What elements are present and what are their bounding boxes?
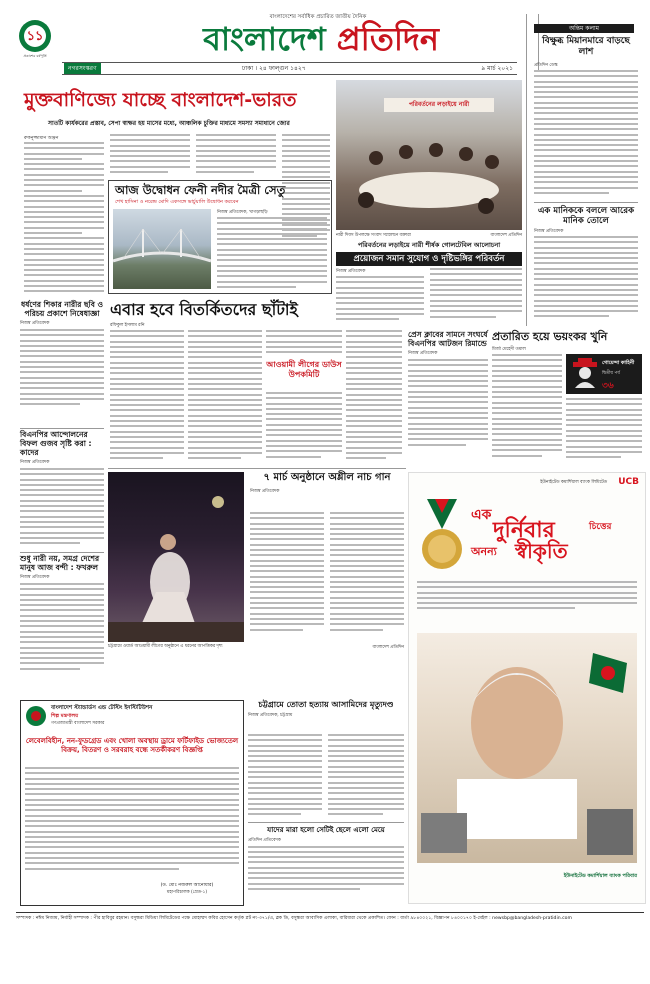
ucb-advertisement xyxy=(408,472,646,904)
date-english: ৯ মার্চ ২০২১ xyxy=(481,65,513,72)
bridge-subhead: শেখ হাসিনা ও নরেন্দ্র মোদি একসঙ্গে ভার্চুয়ালি উদ্বোধন করবেন xyxy=(115,199,239,205)
women-photo-credit: বাংলাদেশ প্রতিদিন xyxy=(490,233,522,238)
sidebar-section-label: অন্তিম কলাম xyxy=(534,24,634,33)
dance-body-col1 xyxy=(250,512,324,638)
divider xyxy=(108,468,406,469)
ucb-portrait-collage xyxy=(417,633,637,863)
bridge-story-box xyxy=(108,180,332,294)
fakhrul-headline: শুধু নারী নয়, সমগ্র দেশের মানুষ আজ বন্দী : ফখরুল xyxy=(20,554,100,572)
govt-emblem-icon xyxy=(25,705,47,727)
govt-signer: (ড. মোঃ নজরুল আনোয়ার) xyxy=(160,883,214,888)
chatai-body-col3b xyxy=(266,392,342,462)
title-part-2: প্রতিদিন xyxy=(336,20,439,58)
bridge-body xyxy=(217,217,327,289)
fakhrul-story xyxy=(20,554,104,696)
chatai-headline: এবার হবে বিতর্কিতদের ছাঁটাই xyxy=(110,300,298,319)
fakhrul-byline: নিজস্ব প্রতিবেদক xyxy=(20,575,50,580)
rape-headline: ধর্ষণের শিকার নারীর ছবি ও পরিচয় প্রকাশে নিষেধাজ্ঞা xyxy=(20,300,104,318)
govt-org3: গণপ্রজাতন্ত্রী বাংলাদেশ সরকার xyxy=(51,721,105,726)
medal-icon xyxy=(417,499,467,575)
chatai-body-col1 xyxy=(110,330,184,465)
government-notice-ad xyxy=(20,700,244,906)
lead-headline: মুক্তবাণিজ্যে যাচ্ছে বাংলাদেশ-ভারত xyxy=(24,89,297,111)
newspaper-title xyxy=(111,20,531,58)
rape-body xyxy=(20,329,104,409)
quader-body xyxy=(20,468,104,550)
detective-badge xyxy=(566,354,642,394)
detective-silhouette-icon xyxy=(570,358,600,388)
women-roundtable-photo xyxy=(336,80,522,230)
chatai-body-col3 xyxy=(266,330,342,358)
chatai-body-col4 xyxy=(346,330,402,465)
roundtable-title: পরিবর্তনের লড়াইয়ে নারী শীর্ষক গোলটেবিল আলোচনা xyxy=(357,241,501,249)
rape-story xyxy=(20,300,104,426)
fakhrul-body xyxy=(20,583,104,679)
govt-notice-headline: লেবেলবিহীন, নন-ফুডগ্রেড এবং খোলা অবস্থায় ড্রামে ফর্টিফাইড ভোজ্যতেল বিক্রয়, বিতরণ ও সরবরাহ বন্ধে সতর্কীকরণ বিজ্ঞপ্তি xyxy=(25,737,239,754)
footer-rule xyxy=(16,912,644,913)
women-byline: নিজস্ব প্রতিবেদক xyxy=(336,269,366,274)
murder-headline: প্রতারিত হয়ে ভয়ংকর খুনি xyxy=(492,330,608,343)
lead-body-col2 xyxy=(110,134,190,176)
dance-headline: ৭ মার্চ অনুষ্ঠানে অশ্লীল নাচ গান xyxy=(263,472,391,483)
murder-byline: মির্জা মেহেদী তমাল xyxy=(492,347,526,352)
dance-story xyxy=(250,472,404,640)
chattogram-body-col2 xyxy=(328,734,404,818)
govt-org2: শিল্প মন্ত্রণালয় xyxy=(51,713,79,719)
ucb-slogan-part4: অনন্য xyxy=(471,545,497,558)
chatai-body-col2 xyxy=(188,330,262,465)
ucb-slogan-part1: এক xyxy=(471,507,492,523)
press-story xyxy=(408,330,488,468)
date-bangla: ঢাকা । ২৪ ফাল্গুন ১৪২৭ xyxy=(242,65,306,72)
detective-badge-part: দ্বিতীয় পর্ব xyxy=(602,371,620,376)
sidebar-story1-body xyxy=(534,70,638,200)
edition-label: নগরসংস্করণ xyxy=(64,63,101,74)
sidebar-story2-byline: নিজস্ব প্রতিবেদক xyxy=(534,229,564,234)
chattogram-sub-byline: প্রতিদিন প্রতিবেদক xyxy=(248,837,281,843)
detective-badge-number: ৩৬ xyxy=(602,381,614,391)
ucb-slogan-part3: চিত্তের xyxy=(589,522,612,532)
title-part-1: বাংলাদেশ xyxy=(203,20,326,58)
dance-credit: বাংলাদেশ প্রতিদিন xyxy=(372,645,404,650)
press-headline: প্রেস ক্লাবের সামনে সংঘর্ষে বিএনপির আটজন রিমান্ডে xyxy=(408,330,488,348)
divider xyxy=(248,822,404,823)
divider xyxy=(20,428,104,429)
chattogram-byline: নিজস্ব প্রতিবেদক, চট্টগ্রাম xyxy=(248,713,293,718)
chatai-pullquote: আওয়ামী লীগের ডাউস উপকমিটি xyxy=(266,360,342,379)
rape-byline: নিজস্ব প্রতিবেদক xyxy=(20,321,50,326)
chattogram-sub-body xyxy=(248,846,404,894)
press-body xyxy=(408,359,488,449)
govt-signer-title: মহাপরিচালক (গ্রেড-১) xyxy=(166,890,208,895)
divider xyxy=(20,552,104,553)
lead-subhead: সাতটি কার্যকরের প্রস্তাব, সেপা স্বাক্ষর হয় মাসের মধ্যে, আঞ্চলিক চুক্তির মাধ্যমে সমস্যা সমাধানে জোর xyxy=(48,120,290,127)
lead-body-col1 xyxy=(24,142,104,298)
portrait-icon xyxy=(417,633,637,863)
women-photo-caption: নারী দিবস উপলক্ষে সংবাদ সম্মেলনে বক্তারা xyxy=(336,233,411,238)
dance-body-col2 xyxy=(330,512,404,638)
sidebar-story1-byline: প্রতিদিন ডেস্ক xyxy=(534,63,558,68)
dance-caption: চট্টগ্রামে ওয়ার্ড আওয়ামী লীগের অনুষ্ঠানে এ ধরনের আপত্তিকর দৃশ্য xyxy=(108,644,223,649)
lead-byline: রুকনুজ্জামান অঞ্জন xyxy=(24,136,59,141)
dance-photo xyxy=(108,472,244,642)
ucb-slogan-part5: স্বীকৃতি xyxy=(515,539,568,563)
women-headline: প্রয়োজন সমান সুযোগ ও দৃষ্টিভঙ্গির পরিবর্তন xyxy=(336,252,522,266)
chatai-byline: রফিকুল ইসলাম রনি xyxy=(110,323,145,328)
chattogram-sub-story xyxy=(248,826,404,904)
ucb-corner-title: ইউনাইটেড কমার্শিয়াল ব্যাংক লিমিটেড xyxy=(540,480,607,485)
women-banner: পরিবর্তনের লড়াইয়ে নারী xyxy=(384,98,494,112)
ucb-brand: UCB xyxy=(618,477,639,487)
bridge-headline: আজ উদ্বোধন ফেনী নদীর মৈত্রী সেতু xyxy=(115,183,286,197)
sidebar-story1-headline: বিক্ষুব্ধ মিয়ানমারে বাড়ছে লাশ xyxy=(542,36,630,57)
sidebar-story2-body xyxy=(534,236,638,326)
chattogram-sub-headline: যাদের মারা হলো সেটিই ছেলে এলো মেয়ে xyxy=(267,826,385,834)
dance-byline: নিজস্ব প্রতিবেদক xyxy=(250,489,280,494)
chattogram-headline: চট্টগ্রামে তোতা হত্যায় আসামিদের মৃত্যুদণ্ড xyxy=(258,700,394,709)
anniversary-badge xyxy=(16,16,54,60)
chattogram-story xyxy=(248,700,404,820)
anniversary-number: ১১ xyxy=(26,29,44,44)
bridge-byline: নিজস্ব প্রতিবেদক, খাগড়াছড়ি xyxy=(217,210,268,215)
chattogram-body-col1 xyxy=(248,734,322,818)
quader-byline: নিজস্ব প্রতিবেদক xyxy=(20,460,50,465)
ucb-slogan-part2: দুর্নিবার xyxy=(493,518,555,543)
detective-badge-title: গোয়েন্দা কাহিনী xyxy=(602,360,635,366)
tagline: বাংলাদেশের সর্বাধিক প্রচারিত জাতীয় দৈনিক xyxy=(269,14,367,20)
women-body-col1 xyxy=(336,276,424,326)
murder-body-col1 xyxy=(492,354,562,466)
ucb-medal-illustration xyxy=(417,499,467,575)
lead-body-col3 xyxy=(196,134,276,176)
bridge-illustration-icon xyxy=(113,209,211,289)
anniversary-caption: প্রকাশের বর্ষপূর্তি xyxy=(23,54,47,58)
quader-story xyxy=(20,430,104,550)
roundtable-people-icon xyxy=(336,80,522,230)
press-byline: নিজস্ব প্রতিবেদক xyxy=(408,351,438,356)
sidebar-story2-headline: এক মানিককে বললে আরেক মানিক তোলে xyxy=(537,206,635,226)
women-body-col2 xyxy=(430,268,522,326)
footer-imprint: সম্পাদক : নঈম নিজাম, নির্বাহী সম্পাদক : পীর হাবিবুর রহমান। বসুন্ধরা মিডিয়া লিমিটেডের পক্ষে মোহাম্মদ কবির হোসেন কর্তৃক প্লট নং-৩৭১/এ, ব্লক ডি, বসুন্ধরা আবাসিক এলাকা, বারিধারা থেকে প্রকাশিত। ফোন : বার্তা ৯৮৪০০২১, বিজ্ঞাপন ৮৪০০১৭০ ই-মেইল : newsbp@bangladesh-pratidin.com xyxy=(16,916,572,921)
ucb-ad-text xyxy=(417,581,637,621)
ucb-footer: ইউনাইটেড কমার্শিয়াল ব্যাংক পরিবার xyxy=(563,873,637,879)
divider xyxy=(534,202,638,203)
dateline-bar xyxy=(62,62,517,75)
govt-org1: বাংলাদেশ স্ট্যান্ডার্ডস এন্ড টেস্টিং ইনস্টিটিউশন xyxy=(51,705,153,711)
murder-body-col2 xyxy=(566,398,642,466)
bridge-photo xyxy=(113,209,211,289)
govt-notice-body xyxy=(25,767,239,877)
ucb-slogan xyxy=(471,503,641,573)
sidebar-divider xyxy=(526,14,527,326)
quader-headline: বিএনপির আন্দোলনের বিফল গুজব সৃষ্টি করা : কাদের xyxy=(20,430,92,457)
dancer-figure-icon xyxy=(108,472,244,642)
